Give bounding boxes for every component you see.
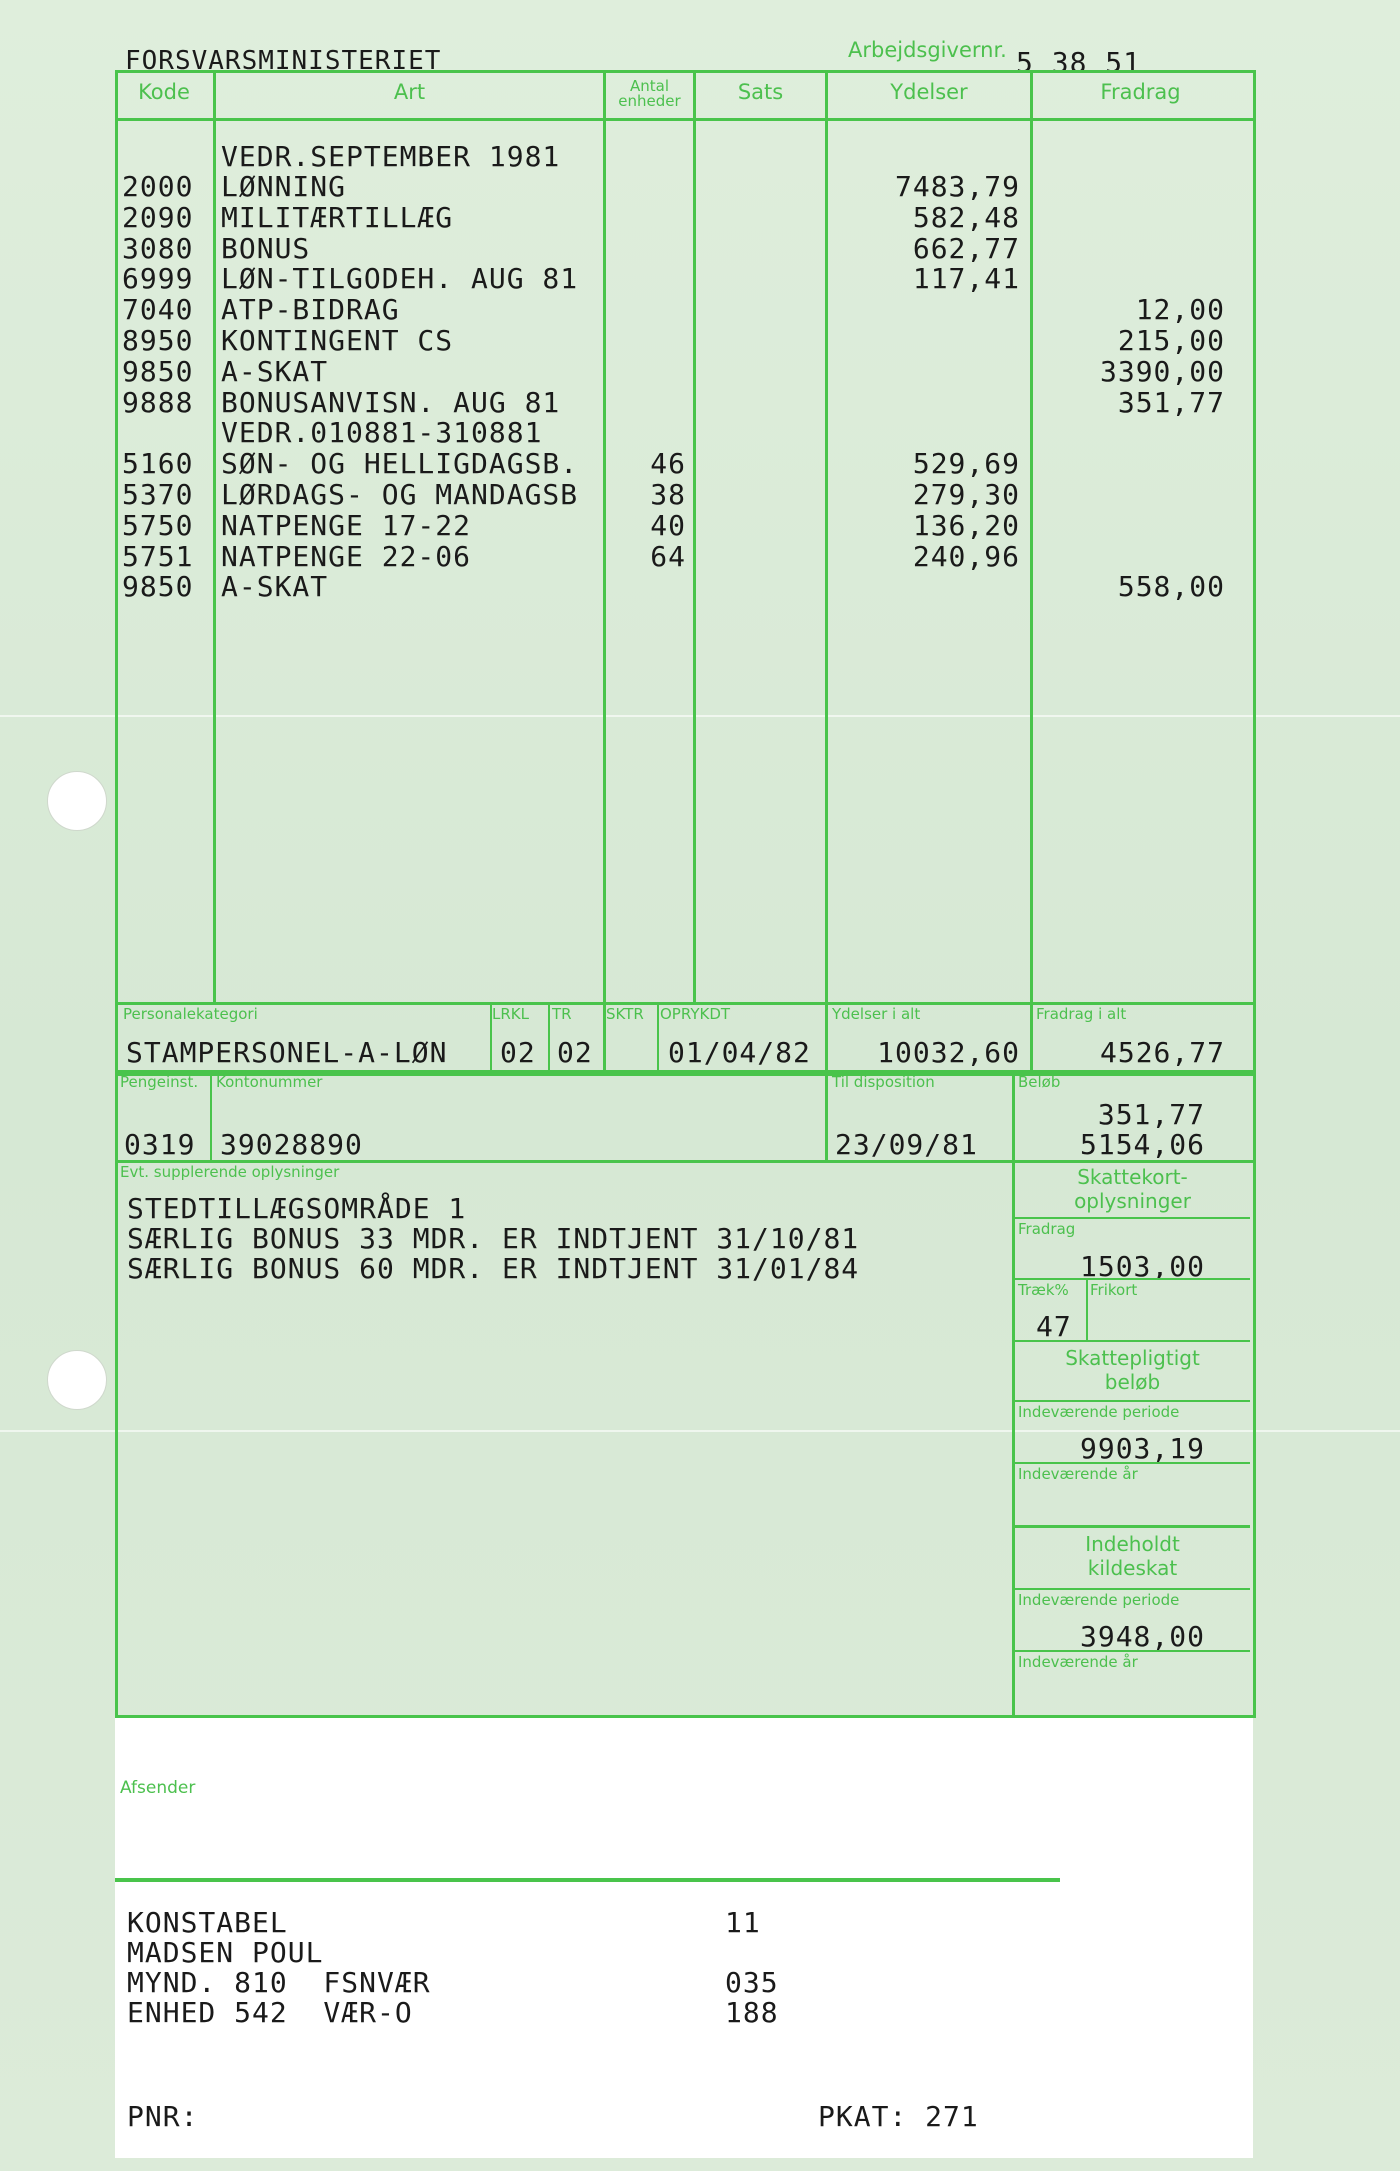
kildeskat-aar-label: Indeværende år bbox=[1018, 1653, 1138, 1671]
afsender-label: Afsender bbox=[120, 1778, 196, 1798]
skattekort-title-2: oplysninger bbox=[1074, 1189, 1191, 1213]
cell-ydelser: 117,41 bbox=[912, 262, 1020, 295]
skattekort-title-1: Skattekort- bbox=[1077, 1165, 1188, 1189]
header-divider bbox=[115, 118, 1253, 121]
tax-divider bbox=[1012, 1278, 1250, 1280]
tax-divider bbox=[1012, 1462, 1250, 1464]
cell-kode: 9850 bbox=[122, 570, 194, 603]
cell-kode: 9850 bbox=[122, 355, 194, 388]
skattekort-title bbox=[1015, 1165, 1250, 1213]
cell-kode: 2090 bbox=[122, 201, 194, 234]
cell-art: A-SKAT bbox=[221, 570, 329, 603]
cell-kode: 2000 bbox=[122, 170, 194, 203]
cell-kode: 6999 bbox=[122, 262, 194, 295]
cell-kode: 3080 bbox=[122, 232, 194, 265]
recipient-enhed: ENHED 542 VÆR-O bbox=[127, 1996, 413, 2029]
cell-kode: 5751 bbox=[122, 540, 194, 573]
punch-hole bbox=[47, 771, 107, 831]
extra-line-1: STEDTILLÆGSOMRÅDE 1 bbox=[127, 1192, 467, 1225]
col-header-kode: Kode bbox=[138, 80, 190, 104]
extra-line-2: SÆRLIG BONUS 33 MDR. ER INDTJENT 31/10/81 bbox=[127, 1222, 860, 1255]
oprykdt: 01/04/82 bbox=[668, 1036, 811, 1069]
tax-divider bbox=[1012, 1650, 1250, 1652]
cell-art: BONUS bbox=[221, 232, 311, 265]
tax-divider bbox=[1012, 1525, 1250, 1528]
extra-line-3: SÆRLIG BONUS 60 MDR. ER INDTJENT 31/01/84 bbox=[127, 1252, 860, 1285]
col-header-ydelser: Ydelser bbox=[890, 80, 968, 104]
cell-art: VEDR.010881-310881 bbox=[221, 416, 543, 449]
frikort-label: Frikort bbox=[1090, 1281, 1138, 1299]
til-disposition: 23/09/81 bbox=[835, 1128, 978, 1161]
cell-kode: 5160 bbox=[122, 447, 194, 480]
col-header-fradrag: Fradrag bbox=[1100, 80, 1181, 104]
col-header-antal-line1: Antal bbox=[629, 77, 669, 95]
personalekategori: STAMPERSONEL-A-LØN bbox=[126, 1036, 448, 1069]
cell-antal: 64 bbox=[650, 540, 686, 573]
pengeinst: 0319 bbox=[124, 1128, 196, 1161]
col-divider bbox=[210, 1070, 212, 1160]
tr-label: TR bbox=[552, 1005, 572, 1023]
cell-antal: 40 bbox=[650, 509, 686, 542]
cell-ydelser: 136,20 bbox=[912, 509, 1020, 542]
col-divider bbox=[825, 1070, 828, 1160]
ydelser-ialt: 10032,60 bbox=[877, 1036, 1020, 1069]
fradrag-ialt: 4526,77 bbox=[1099, 1036, 1225, 1069]
cell-fradrag: 351,77 bbox=[1117, 386, 1225, 419]
cell-art: NATPENGE 17-22 bbox=[221, 509, 472, 542]
cell-fradrag: 215,00 bbox=[1117, 324, 1225, 357]
kontonummer: 39028890 bbox=[220, 1128, 363, 1161]
cell-art: A-SKAT bbox=[221, 355, 329, 388]
cell-art: LØN-TILGODEH. AUG 81 bbox=[221, 262, 579, 295]
cell-kode: 5750 bbox=[122, 509, 194, 542]
cell-kode: 5370 bbox=[122, 478, 194, 511]
personalekategori-label: Personalekategori bbox=[123, 1005, 258, 1023]
recipient-mynd-no: 035 bbox=[725, 1966, 779, 1999]
cell-art: LØNNING bbox=[221, 170, 347, 203]
cell-art: KONTINGENT CS bbox=[221, 324, 454, 357]
cell-art: SØN- OG HELLIGDAGSB. bbox=[221, 447, 579, 480]
recipient-name: MADSEN POUL bbox=[127, 1936, 324, 1969]
pnr: PNR: bbox=[127, 2100, 199, 2133]
cell-art: BONUSANVISN. AUG 81 bbox=[221, 386, 561, 419]
punch-hole bbox=[47, 1350, 107, 1410]
cell-art: NATPENGE 22-06 bbox=[221, 540, 472, 573]
konto-label: Kontonummer bbox=[216, 1073, 323, 1091]
cell-art: ATP-BIDRAG bbox=[221, 293, 400, 326]
indeholdt-title bbox=[1015, 1532, 1250, 1580]
col-header-antal-line2: enheder bbox=[618, 92, 681, 110]
recipient-rank: KONSTABEL bbox=[127, 1906, 288, 1939]
beloeb-1: 351,77 bbox=[1097, 1098, 1205, 1131]
cell-fradrag: 3390,00 bbox=[1099, 355, 1225, 388]
pkat: PKAT: 271 bbox=[818, 2100, 979, 2133]
skattepligtigt-periode: 9903,19 bbox=[1079, 1432, 1205, 1465]
col-header-antal bbox=[606, 79, 693, 109]
sktr-label: SKTR bbox=[606, 1005, 644, 1023]
kildeskat-periode: 3948,00 bbox=[1079, 1620, 1205, 1653]
skattepligtigt-title bbox=[1015, 1346, 1250, 1394]
cell-kode: 8950 bbox=[122, 324, 194, 357]
indeholdt-title-2: kildeskat bbox=[1087, 1556, 1178, 1580]
ministry-title: FORSVARSMINISTERIET bbox=[125, 46, 442, 76]
tax-divider bbox=[1086, 1278, 1088, 1340]
cell-ydelser: 240,96 bbox=[912, 540, 1020, 573]
col-divider bbox=[213, 70, 216, 1002]
cell-ydelser: 662,77 bbox=[912, 232, 1020, 265]
traek-procent: 47 bbox=[1036, 1310, 1072, 1343]
beloeb-label: Beløb bbox=[1018, 1073, 1061, 1091]
tax-fradrag: 1503,00 bbox=[1079, 1250, 1205, 1283]
kildeskat-periode-label: Indeværende periode bbox=[1018, 1591, 1180, 1609]
tax-divider bbox=[1012, 1400, 1250, 1402]
skattepligtigt-aar-label: Indeværende år bbox=[1018, 1465, 1138, 1483]
beloeb-2: 5154,06 bbox=[1079, 1128, 1205, 1161]
fradrag-ialt-label: Fradrag i alt bbox=[1036, 1005, 1127, 1023]
skattepligtigt-title-2: beløb bbox=[1104, 1370, 1161, 1394]
cell-art: LØRDAGS- OG MANDAGSB bbox=[221, 478, 579, 511]
cell-antal: 46 bbox=[650, 447, 686, 480]
cell-art: MILITÆRTILLÆG bbox=[221, 201, 454, 234]
recipient-enhed-no: 188 bbox=[725, 1996, 779, 2029]
cell-fradrag: 558,00 bbox=[1117, 570, 1225, 603]
tax-fradrag-label: Fradrag bbox=[1018, 1220, 1076, 1238]
cell-kode: 9888 bbox=[122, 386, 194, 419]
til-disposition-label: Til disposition bbox=[832, 1073, 935, 1091]
cell-ydelser: 529,69 bbox=[912, 447, 1020, 480]
indeholdt-title-1: Indeholdt bbox=[1085, 1532, 1180, 1556]
skattepligtigt-title-1: Skattepligtigt bbox=[1065, 1346, 1200, 1370]
col-header-sats: Sats bbox=[737, 80, 784, 104]
col-divider bbox=[657, 1002, 659, 1070]
employer-number: 5 38 51 bbox=[1016, 46, 1142, 79]
cell-fradrag: 12,00 bbox=[1135, 293, 1225, 326]
recipient-rank-no: 11 bbox=[725, 1906, 761, 1939]
employer-number-label: Arbejdsgivernr. bbox=[848, 38, 1007, 62]
oprykdt-label: OPRYKDT bbox=[660, 1005, 731, 1023]
address-divider bbox=[115, 1878, 1060, 1882]
recipient-mynd: MYND. 810 FSNVÆR bbox=[127, 1966, 431, 1999]
cell-ydelser: 7483,79 bbox=[894, 170, 1020, 203]
tax-divider bbox=[1012, 1217, 1250, 1219]
cell-ydelser: 582,48 bbox=[912, 201, 1020, 234]
ydelser-ialt-label: Ydelser i alt bbox=[832, 1005, 921, 1023]
tax-divider bbox=[1012, 1340, 1250, 1342]
extra-label: Evt. supplerende oplysninger bbox=[120, 1163, 340, 1181]
cell-ydelser: 279,30 bbox=[912, 478, 1020, 511]
tax-divider bbox=[1012, 1588, 1250, 1590]
cell-kode: 7040 bbox=[122, 293, 194, 326]
lrkl: 02 bbox=[500, 1036, 536, 1069]
lrkl-label: LRKL bbox=[492, 1005, 529, 1023]
col-divider bbox=[693, 70, 696, 1002]
pengeinst-label: Pengeinst. bbox=[120, 1073, 199, 1091]
period-title: VEDR.SEPTEMBER 1981 bbox=[221, 140, 561, 173]
col-header-art: Art bbox=[393, 80, 426, 104]
cell-antal: 38 bbox=[650, 478, 686, 511]
traek-label: Træk% bbox=[1018, 1281, 1069, 1299]
col-divider bbox=[548, 1002, 550, 1070]
skattepligtigt-periode-label: Indeværende periode bbox=[1018, 1403, 1180, 1421]
tr: 02 bbox=[557, 1036, 593, 1069]
